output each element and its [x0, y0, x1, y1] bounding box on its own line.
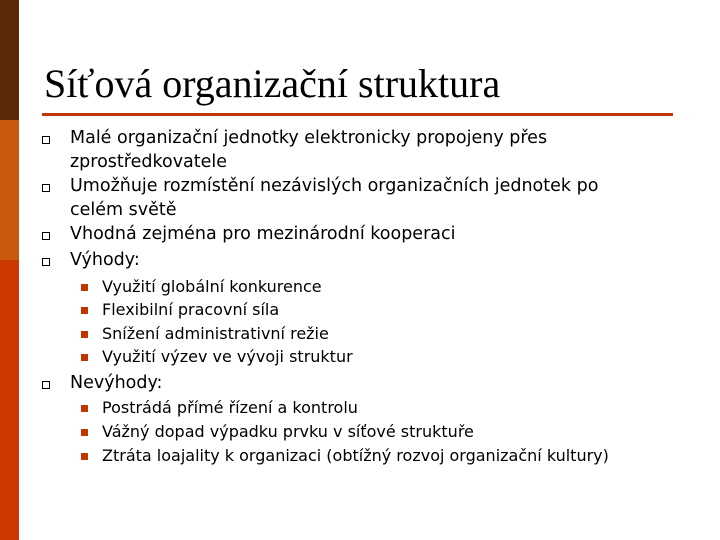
bullet-text: Malé organizační jednotky elektronicky propojeny přes	[70, 128, 548, 148]
filled-square-icon	[81, 429, 88, 436]
bullet-text-continuation: celém světě	[70, 200, 177, 220]
hollow-square-icon	[42, 136, 50, 144]
filled-square-icon	[81, 307, 88, 314]
filled-square-icon	[81, 284, 88, 291]
sidebar-stripe-top	[0, 0, 19, 120]
sub-bullet-text: Postrádá přímé řízení a kontrolu	[102, 398, 358, 417]
slide-title: Síťová organizační struktura	[44, 61, 501, 106]
bullet-text: Výhody:	[70, 250, 140, 270]
sub-bullet-text: Vážný dopad výpadku prvku v síťové struktuře	[102, 422, 474, 441]
filled-square-icon	[81, 354, 88, 361]
sub-bullet-text: Využití globální konkurence	[102, 277, 322, 296]
hollow-square-icon	[42, 184, 50, 192]
sub-bullet-text: Ztráta loajality k organizaci (obtížný rozvoj organizační kultury)	[102, 446, 609, 465]
sub-bullet-text: Snížení administrativní režie	[102, 324, 329, 343]
hollow-square-icon	[42, 232, 50, 240]
bullet-text-continuation: zprostředkovatele	[70, 152, 228, 172]
sub-bullet-text: Flexibilní pracovní síla	[102, 300, 280, 319]
bullet-text: Nevýhody:	[70, 373, 163, 393]
hollow-square-icon	[42, 258, 50, 266]
title-underline	[42, 113, 673, 116]
filled-square-icon	[81, 405, 88, 412]
sidebar-stripe-middle	[0, 120, 19, 260]
sub-bullet-text: Využití výzev ve vývoji struktur	[102, 347, 353, 366]
bullet-text: Vhodná zejména pro mezinárodní kooperaci	[70, 224, 456, 244]
sidebar-stripe-bottom	[0, 260, 19, 540]
filled-square-icon	[81, 331, 88, 338]
bullet-text: Umožňuje rozmístění nezávislých organizačních jednotek po	[70, 176, 599, 196]
hollow-square-icon	[42, 381, 50, 389]
filled-square-icon	[81, 453, 88, 460]
